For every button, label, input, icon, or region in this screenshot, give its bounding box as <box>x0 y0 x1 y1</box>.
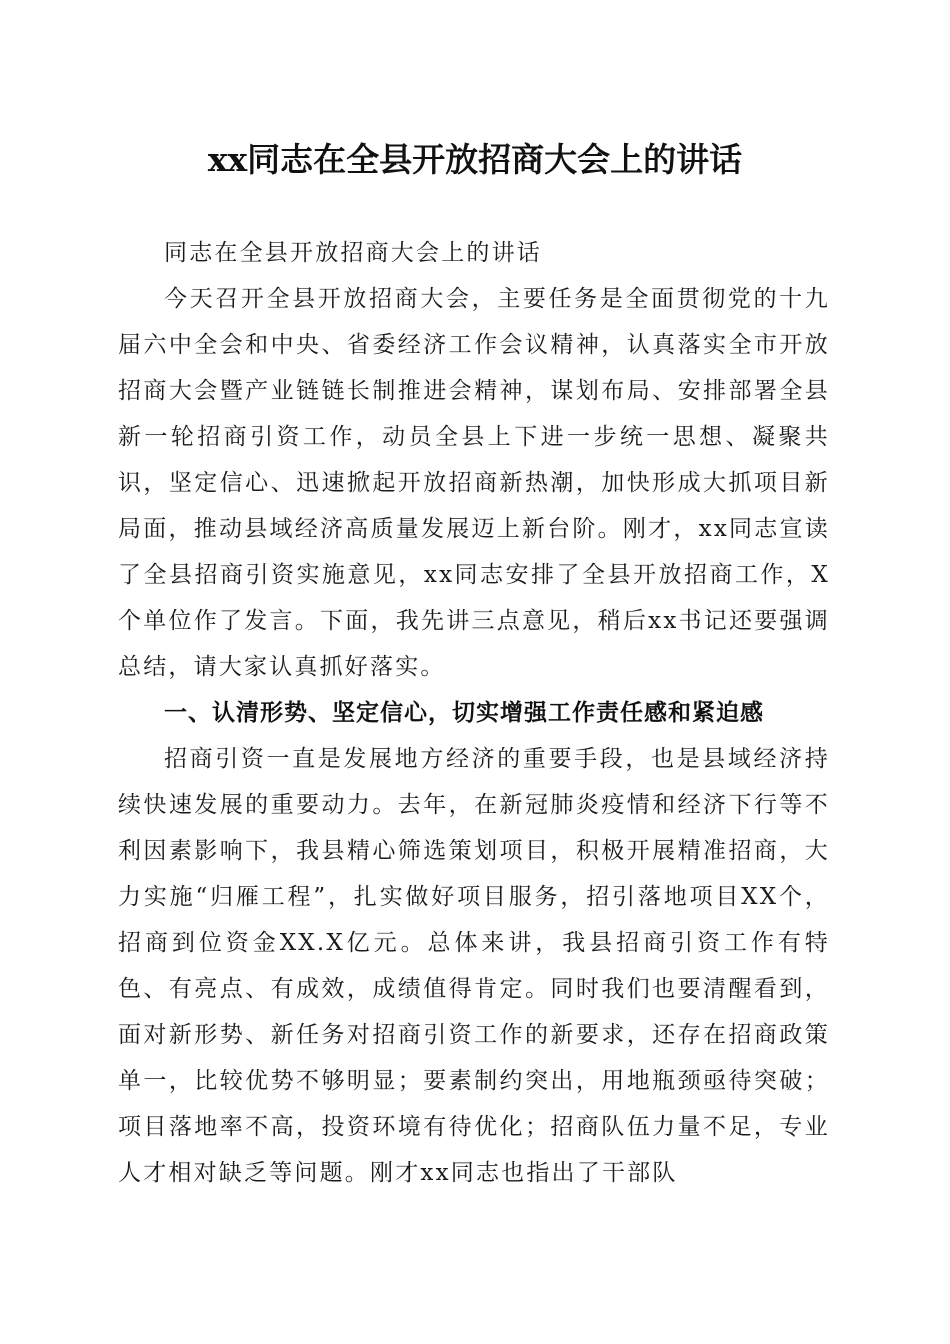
document-body <box>118 230 830 1196</box>
paragraph-opening: 今天召开全县开放招商大会，主要任务是全面贯彻党的十九届六中全会和中央、省委经济工作会议精神，认真落实全市开放招商大会暨产业链链长制推进会精神，谋划布局、安排部署全县新一轮招商引资工作，动员全县上下进一步统一思想、凝聚共识，坚定信心、迅速掀起开放招商新热潮，加快形成大抓项目新局面，推动县域经济高质量发展迈上新台阶。刚才，xx同志宣读了全县招商引资实施意见，xx同志安排了全县开放招商工作，X个单位作了发言。下面，我先讲三点意见，稍后xx书记还要强调总结，请大家认真抓好落实。 <box>118 286 830 680</box>
section-heading-1: 一、认清形势、坚定信心，切实增强工作责任感和紧迫感 <box>164 700 764 726</box>
document-title: xx同志在全县开放招商大会上的讲话 <box>207 140 743 179</box>
paragraph-situation: 招商引资一直是发展地方经济的重要手段，也是县域经济持续快速发展的重要动力。去年，在新冠肺炎疫情和经济下行等不利因素影响下，我县精心筛选策划项目，积极开展精准招商，大力实施“归雁工程”，扎实做好项目服务，招引落地项目XX个，招商到位资金XX.X亿元。总体来讲，我县招商引资工作有特色、有亮点、有成效，成绩值得肯定。同时我们也要清醒看到，面对新形势、新任务对招商引资工作的新要求，还存在招商政策单一，比较优势不够明显；要素制约突出，用地瓶颈亟待突破；项目落地率不高，投资环境有待优化；招商队伍力量不足，专业人才相对缺乏等问题。刚才xx同志也指出了干部队 <box>118 746 830 1186</box>
subtitle-line: 同志在全县开放招商大会上的讲话 <box>164 240 542 266</box>
